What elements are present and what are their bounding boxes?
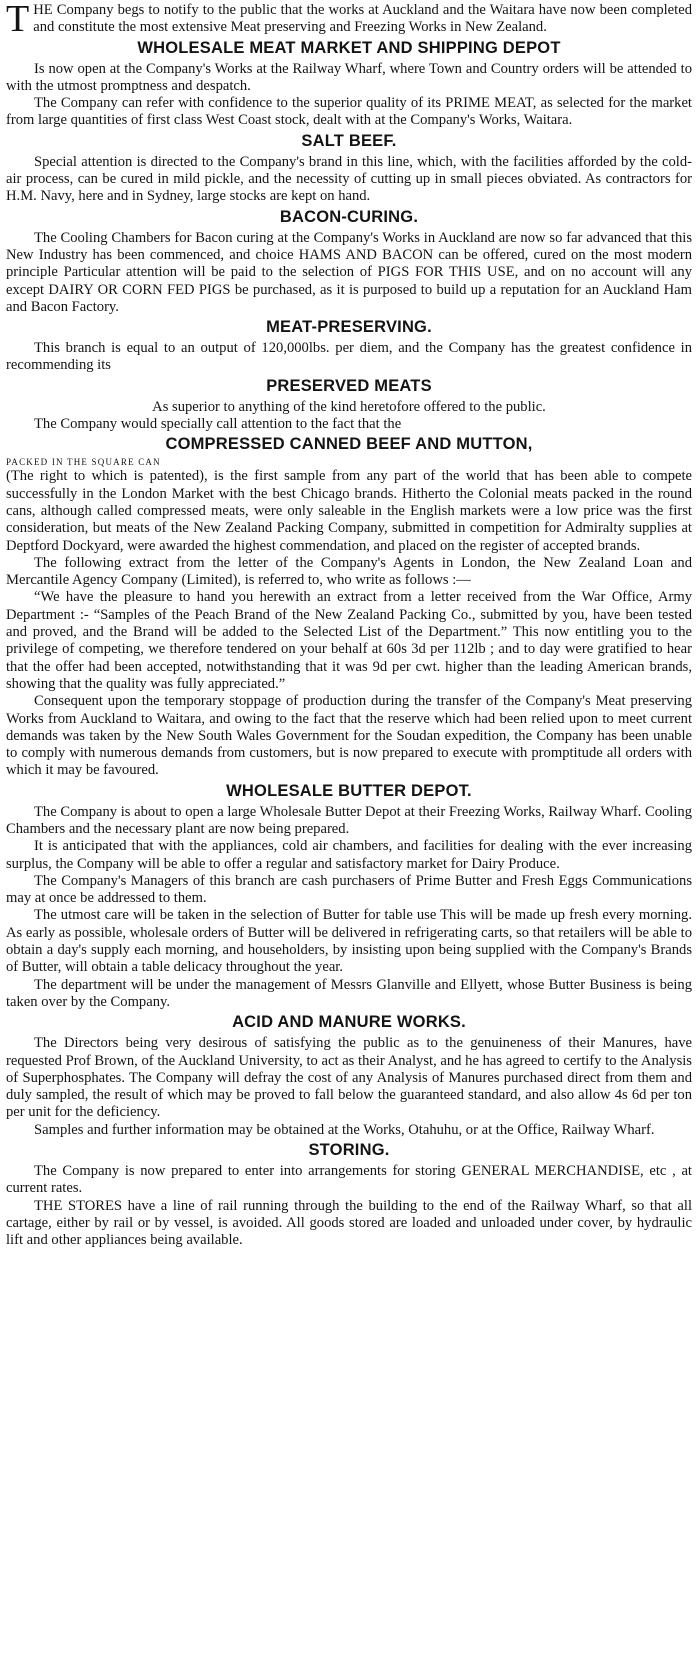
paragraph: The Company is now prepared to enter into arrangements for storing GENERAL MERCHANDISE, etc , at current rates. <box>6 1163 692 1197</box>
paragraph: Consequent upon the temporary stoppage of production during the transfer of the Company's Meat preserving Works from Auckland to Waitara, and owing to the fact that the reserve which had been relied upon to meet current demands was taken by the New South Wales Government for the Soudan expedition, the Company has been unable to comply with numerous demands from customers, but is now prepared to execute with promptitude all orders with which it may be favoured. <box>6 693 692 779</box>
paragraph: The Directors being very desirous of satisfying the public as to the genuineness of their Manures, have requested Prof Brown, of the Auckland University, to act as their Analyst, and he has agreed to certify to the Analysis of Superphosphates. The Company will defray the cost of any Analysis of Manures purchased direct from them and duly sampled, the result of which may be proved to fall below the guaranteed standard, and also allow 4s 6d per ton per unit for the deficiency. <box>6 1035 692 1121</box>
heading-butter-depot: WHOLESALE BUTTER DEPOT. <box>226 781 472 800</box>
centered-line: As superior to anything of the kind heretofore offered to the public. <box>152 398 546 415</box>
intro-paragraph: HE Company begs to notify to the public that the works at Auckland and the Waitara have now been completed and constitute the most extensive Meat preserving and Freezing Works in New Zealand. <box>33 2 692 36</box>
paragraph: (The right to which is patented), is the first sample from any part of the world that has been able to compete successfully in the London Market with the best Chicago brands. Hitherto the Colonial meats packed in the round cans, although called compressed meats, were only saleable in the English markets were a low price was the first consideration, but meats of the New Zealand Packing Company, submitted in competition for Admiralty supplies at Deptford Dockyard, were awarded the highest commendation, and placed on the register of accepted brands. <box>6 468 692 554</box>
paragraph: The department will be under the management of Messrs Glanville and Ellyett, whose Butter Business is being taken over by the Company. <box>6 976 692 1010</box>
paragraph: THE STORES have a line of rail running through the building to the end of the Railway Wharf, so that all cartage, either by rail or by vessel, is avoided. All goods stored are loaded and unloaded under cover, by hydraulic lift and other appliances being available. <box>6 1197 692 1249</box>
heading-preserved-meats: PRESERVED MEATS <box>266 376 432 395</box>
heading-wholesale-meat: WHOLESALE MEAT MARKET AND SHIPPING DEPOT <box>137 38 561 57</box>
paragraph: Special attention is directed to the Company's brand in this line, which, with the facilities afforded by the cold-air process, can be cured in mild pickle, and the necessity of cutting up in small pieces obviated. As contractors for H.M. Navy, here and in Sydney, large stocks are kept on hand. <box>6 153 692 205</box>
intro-block <box>6 0 692 40</box>
paragraph: Is now open at the Company's Works at the Railway Wharf, where Town and Country orders will be attended to with the utmost promptness and despatch. <box>6 60 692 94</box>
quoted-letter: “We have the pleasure to hand you herewith an extract from a letter received from the War Office, Army Department :- “Samples of the Peach Brand of the New Zealand Packing Co., submitted by you, have been tested and proved, and the Brand will be added to the Selected List of the Department.” This now entitling you to the privilege of competing, we therefore tendered on your behalf at 60s 3d per 112lb ; and to day were gratified to hear that the offer had been accepted, notwithstanding that it was 9d per cwt. higher than the leading American brands, showing that the quality was fully appreciated.” <box>6 589 692 692</box>
paragraph: Samples and further information may be obtained at the Works, Otahuhu, or at the Office, Railway Wharf. <box>34 1121 655 1138</box>
paragraph: The Cooling Chambers for Bacon curing at the Company's Works in Auckland are now so far advanced that this New Industry has been commenced, and choice HAMS AND BACON can be offered, cured on the most modern principle Particular attention will be paid to the selection of PIGS FOR THIS USE, and on no account will any except DAIRY OR CORN FED PIGS be purchased, as it is purposed to build up a reputation for an Auckland Ham and Bacon Factory. <box>6 229 692 315</box>
paragraph: This branch is equal to an output of 120,000lbs. per diem, and the Company has the greatest confidence in recommending its <box>6 340 692 374</box>
heading-meat-preserving: MEAT-PRESERVING. <box>266 318 432 337</box>
paragraph: The Company is about to open a large Wholesale Butter Depot at their Freezing Works, Railway Wharf. Cooling Chambers and the necessary plant are now being prepared. <box>6 803 692 837</box>
drop-cap: T <box>6 0 30 40</box>
paragraph: It is anticipated that with the appliances, cold air chambers, and facilities for dealing with the ever increasing surplus, the Company will be able to offer a regular and satisfactory market for Dairy Produce. <box>6 838 692 872</box>
heading-compressed-canned: COMPRESSED CANNED BEEF AND MUTTON, <box>165 435 533 454</box>
heading-salt-beef: SALT BEEF. <box>301 131 397 150</box>
paragraph: The following extract from the letter of the Company's Agents in London, the New Zealand Loan and Mercantile Agency Company (Limited), is referred to, who write as follows :— <box>6 554 692 589</box>
heading-bacon-curing: BACON-CURING. <box>279 207 419 226</box>
paragraph: The utmost care will be taken in the selection of Butter for table use This will be made up fresh every morning. As early as possible, wholesale orders of Butter will be delivered in refrigerating carts, so that retailers will be able to obtain a day's supply each morning, and householders, by insisting upon being supplied with the Company's Brands of Butter, will obtain a table delicacy throughout the year. <box>6 907 692 976</box>
paragraph: The Company's Managers of this branch are cash purchasers of Prime Butter and Fresh Eggs Communications may at once be addressed to them. <box>6 872 692 907</box>
heading-storing: STORING. <box>308 1141 390 1160</box>
subheading-square-can: PACKED IN THE SQUARE CAN <box>6 457 161 468</box>
paragraph: The Company can refer with confidence to the superior quality of its PRIME MEAT, as selected for the market from large quantities of first class West Coast stock, dealt with at the Company's Works, Waitara. <box>6 95 692 129</box>
heading-acid-manure: ACID AND MANURE WORKS. <box>232 1013 466 1032</box>
paragraph: The Company would specially call attention to the fact that the <box>34 416 402 433</box>
